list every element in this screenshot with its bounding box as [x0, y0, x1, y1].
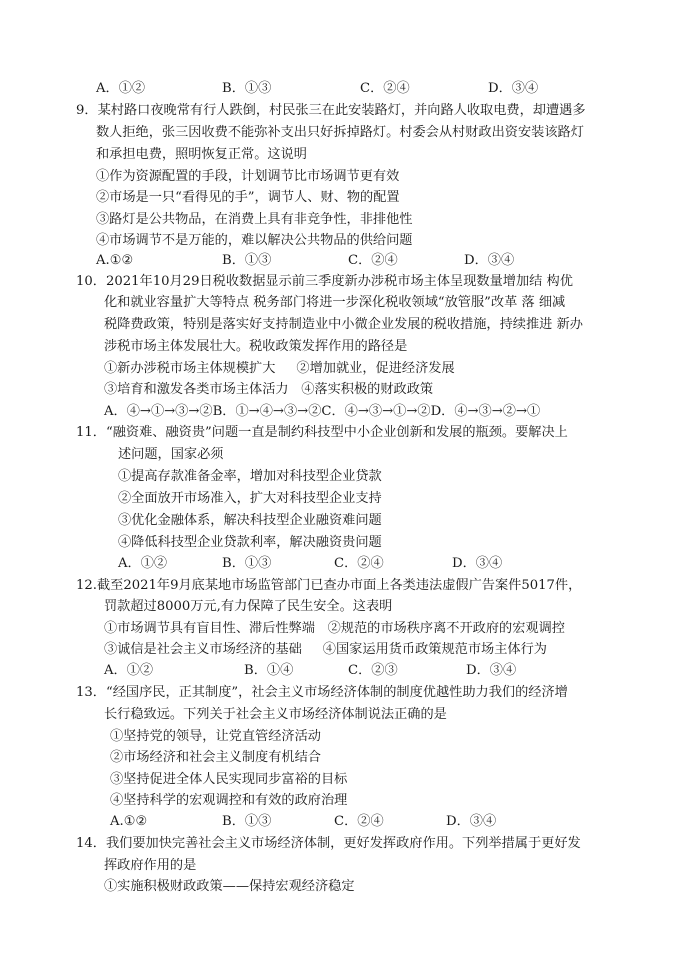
q10-stem-line-2: 化和就业容量扩大等特点 税务部门将进一步深化税收领域“放管服”改革 落 细减	[104, 295, 566, 310]
q9-option-a: A.①②	[96, 253, 134, 268]
q8-option-a: A．①②	[96, 81, 146, 96]
q11-statement-1: ①提高存款准备金率，增加对科技型企业贷款	[118, 469, 382, 484]
q9-stem-line-2: 数人拒绝，张三因收费不能弥补支出只好拆掉路灯。村委会从村财政出资安装该路灯	[96, 125, 584, 140]
q13-stem-line-1: 13．“经国序民，正其制度”，社会主义市场经济体制的制度优越性助力我们的经济增	[76, 685, 568, 700]
q13-option-b: B．①③	[222, 814, 272, 829]
q11-statement-2: ②全面放开市场准入，扩大对科技型企业支持	[118, 491, 382, 506]
q11-option-c: C．②④	[334, 556, 384, 571]
q11-option-a: A．①②	[118, 556, 168, 571]
q13-option-a: A.①②	[110, 814, 148, 829]
q14-stem-line-1: 14．我们要加快完善社会主义市场经济体制，更好发挥政府作用。下列举措属于更好发	[76, 836, 581, 851]
q12-option-d: D．③④	[466, 663, 517, 678]
q9-statement-2: ②市场是一只“看得见的手”，调节人、财、物的配置	[96, 190, 400, 205]
q12-option-a: A．①②	[104, 663, 154, 678]
q10-statements-1-2: ①新办涉税市场主体规模扩大 ②增加就业，促进经济发展	[104, 361, 455, 376]
q11-stem-line-1: 11．“融资难、融资贵”问题一直是制约科技型中小企业创新和发展的瓶颈。要解决上	[76, 425, 568, 440]
q13-option-d: D．③④	[446, 814, 497, 829]
q11-option-b: B．①③	[222, 556, 272, 571]
q10-stem-line-1: 10．2021年10月29日税收数据显示前三季度新办涉税市场主体呈现数量增加结 构优	[76, 274, 573, 289]
q8-option-d: D．③④	[488, 81, 539, 96]
q13-statement-2: ②市场经济和社会主义制度有机结合	[110, 750, 321, 765]
q9-option-d: D．③④	[464, 253, 515, 268]
q11-statement-4: ④降低科技型企业贷款利率，解决融资贵问题	[118, 535, 382, 550]
q12-statements-1-2: ①市场调节具有盲目性、滞后性弊端 ②规范的市场秩序离不开政府的宏观调控	[104, 621, 565, 636]
q10-statements-3-4: ③培育和激发各类市场主体活力 ④落实积极的财政政策	[104, 382, 434, 397]
q10-stem-line-3: 税降费政策，特别是落实好支持制造业中小微企业发展的税收措施，持续推进 新办	[104, 317, 583, 332]
q8-option-b: B．①③	[222, 81, 272, 96]
q14-stem-line-2: 挥政府作用的是	[104, 858, 197, 873]
q9-option-b: B．①③	[222, 253, 272, 268]
q13-statement-4: ④坚持科学的宏观调控和有效的政府治理	[110, 793, 348, 808]
q9-statement-3: ③路灯是公共物品，在消费上具有非竞争性，非排他性	[96, 212, 413, 227]
q10-options: A．④→①→③→②B．①→④→③→②C．④→③→①→②D．④→③→②→①	[104, 404, 541, 419]
q9-option-c: C．②④	[348, 253, 398, 268]
q13-option-c: C．②④	[334, 814, 384, 829]
q9-statement-1: ①作为资源配置的手段，计划调节比市场调节更有效	[96, 169, 400, 184]
q12-stem-line-1: 12.截至2021年9月底某地市场监管部门已查办市面上各类违法虚假广告案件5017件，	[76, 578, 582, 593]
q9-stem-line-1: 9．某村路口夜晚常有行人跌倒，村民张三在此安装路灯，并向路人收取电费，却遭遇多	[76, 103, 586, 118]
q11-statement-3: ③优化金融体系，解决科技型企业融资难问题	[118, 513, 382, 528]
q12-option-b: B．①④	[244, 663, 294, 678]
q9-statement-4: ④市场调节不是万能的，难以解决公共物品的供给问题	[96, 233, 413, 248]
q12-option-c: C．②③	[348, 663, 398, 678]
q9-stem-line-3: 和承担电费，照明恢复正常。这说明	[96, 147, 307, 162]
q13-stem-line-2: 长行稳致远。下列关于社会主义市场经济体制说法正确的是	[104, 707, 447, 722]
q13-statement-3: ③坚持促进全体人民实现同步富裕的目标	[110, 772, 348, 787]
q11-stem-line-2: 述问题，国家必须	[118, 447, 224, 462]
q14-statement-1: ①实施积极财政政策——保持宏观经济稳定	[104, 879, 355, 894]
q10-stem-line-4: 涉税市场主体发展壮大。税收政策发挥作用的路径是	[104, 339, 408, 354]
q12-stem-line-2: 罚款超过8000万元,有力保障了民生安全。这表明	[104, 599, 393, 614]
q8-option-c: C．②④	[360, 81, 410, 96]
q13-statement-1: ①坚持党的领导，让党直管经济活动	[110, 729, 321, 744]
q11-option-d: D．③④	[452, 556, 503, 571]
q12-statements-3-4: ③诚信是社会主义市场经济的基础 ④国家运用货币政策规范市场主体行为	[104, 642, 547, 657]
